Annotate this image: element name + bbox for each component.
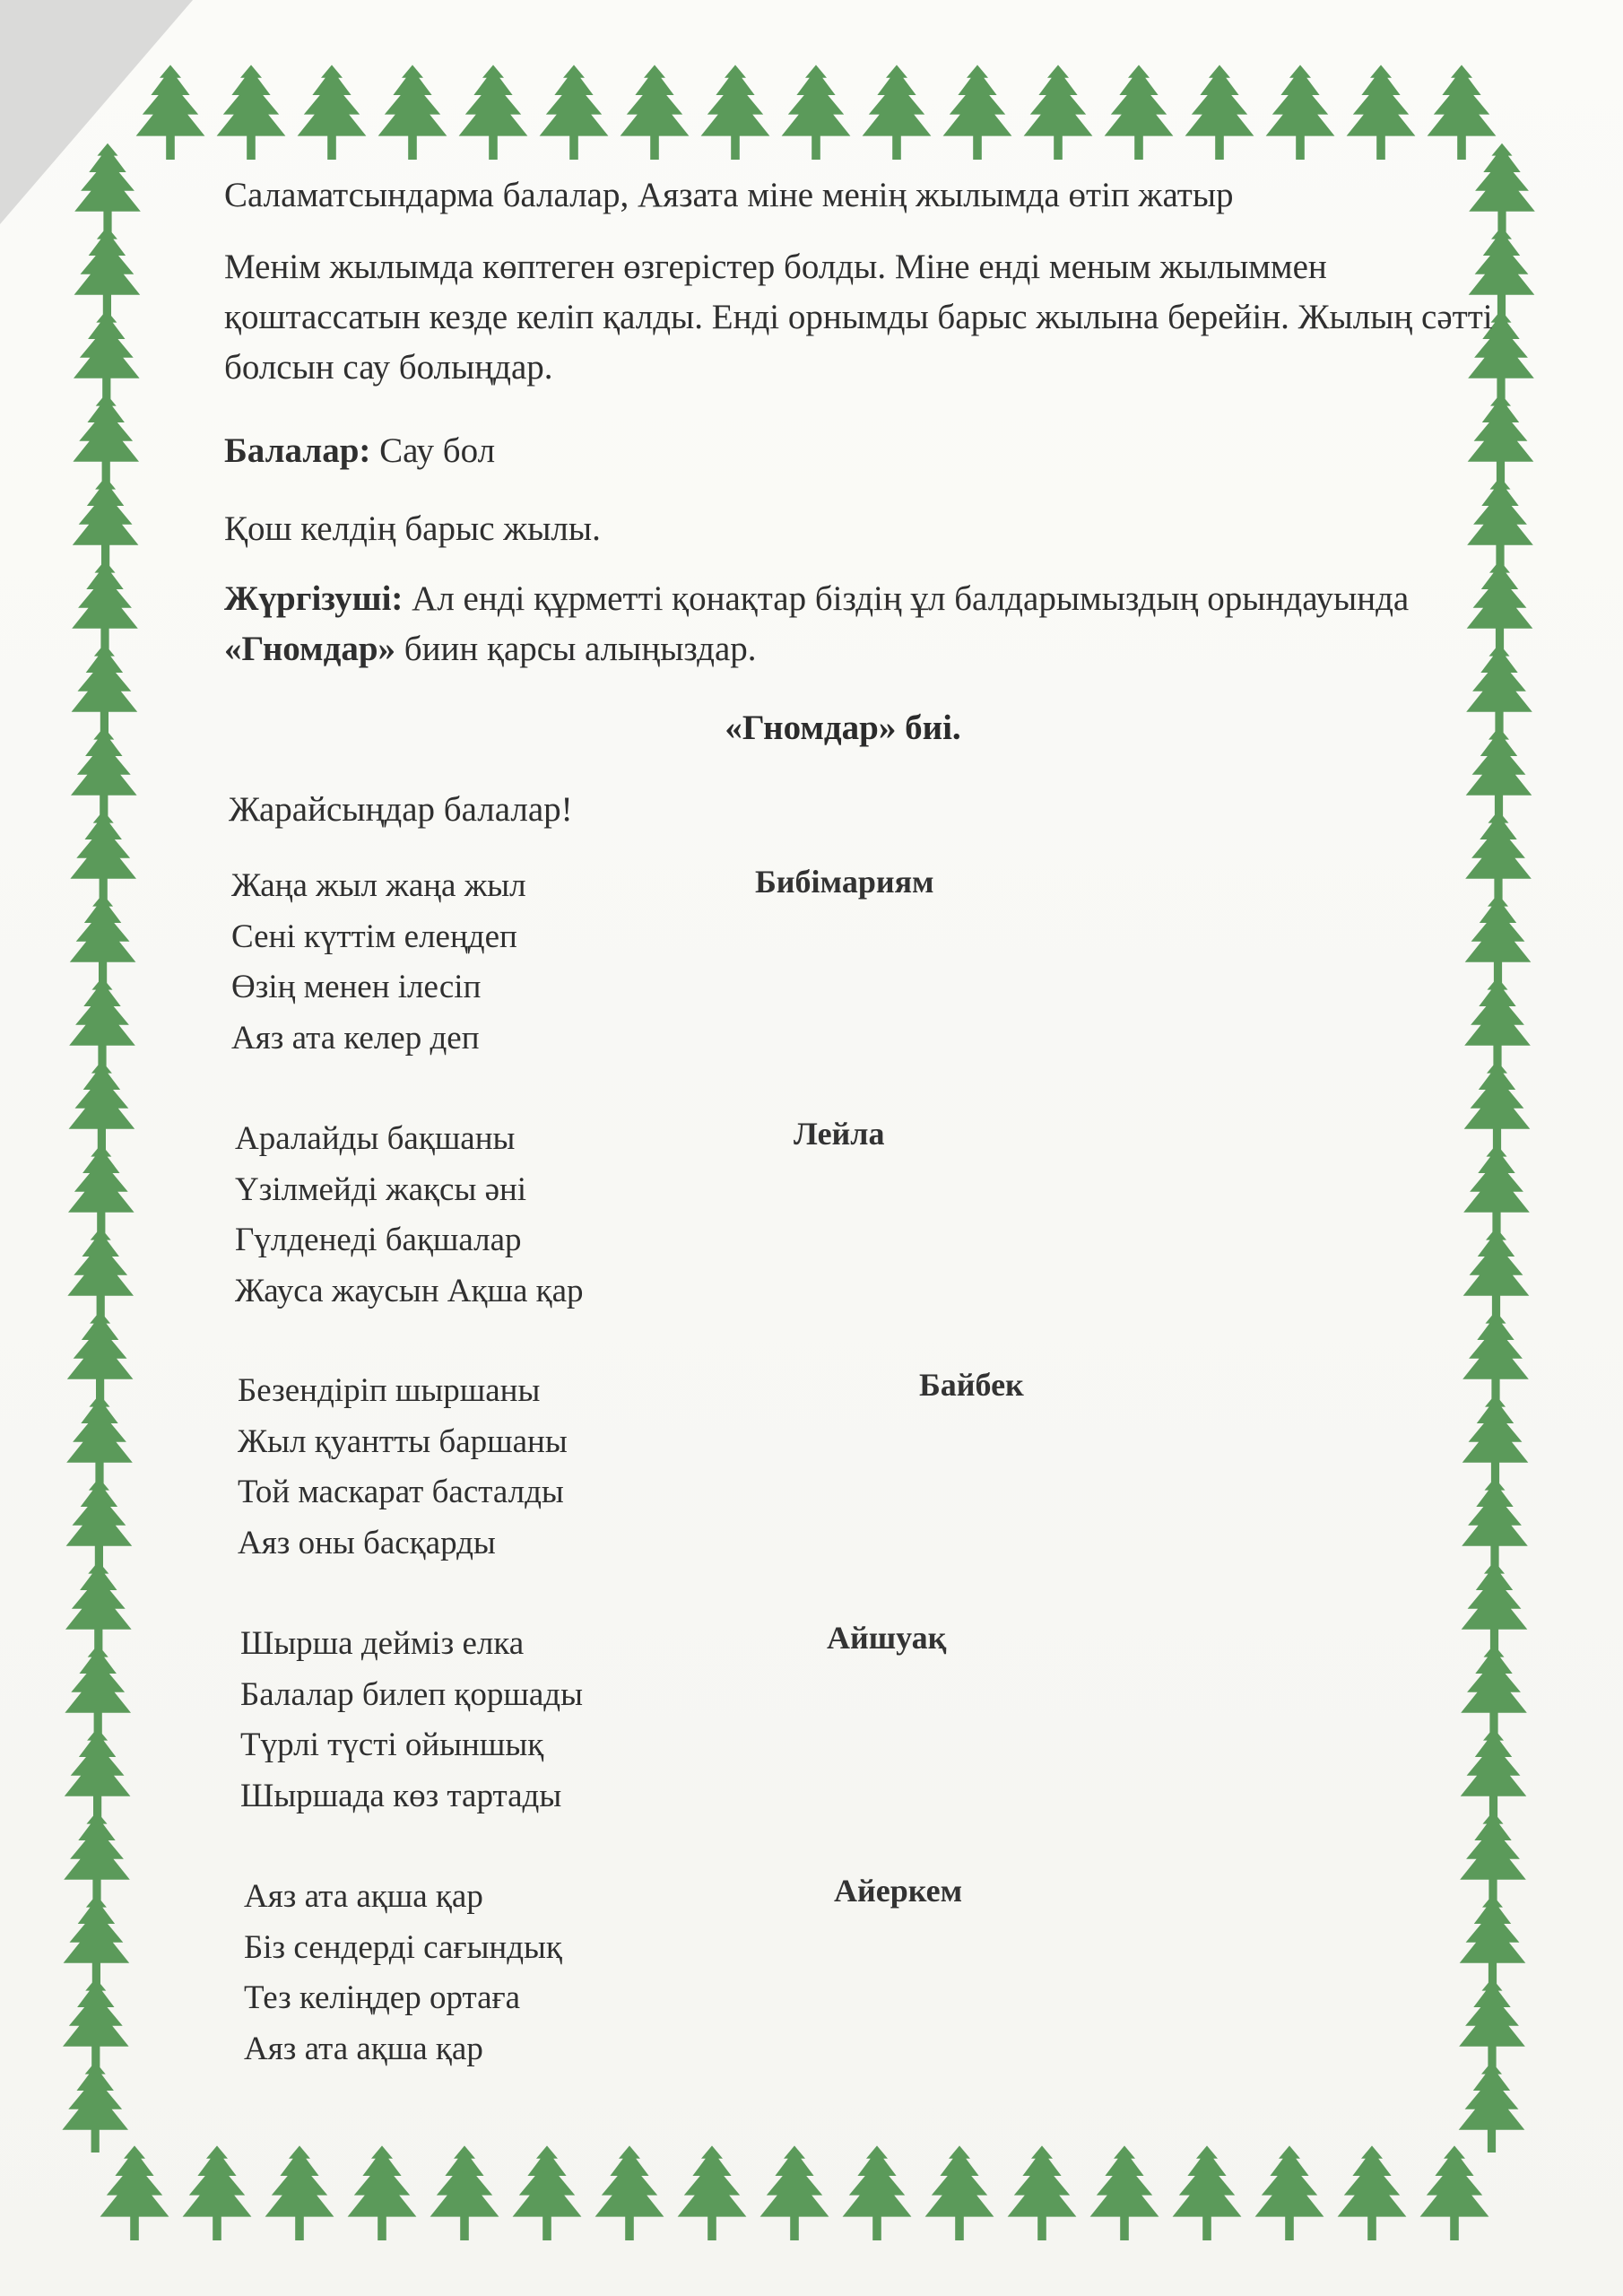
poem-stanza [238,1366,568,1569]
poem-line: Аралайды бақшаны [235,1120,516,1157]
poem-line: Жауса жаусын Ақша қар [235,1272,584,1309]
poem-line: Аяз ата келер деп [231,1019,480,1057]
speaker-children: Балалар: [224,431,371,470]
poem-line: Жаңа жыл жаңа жыл [231,867,526,904]
poem-line: Өзің менен ілесіп [231,969,482,1005]
dance-title: «Гномдар» биі. [725,709,961,747]
host-text-before: Ал енді құрметті қонақтар біздің ұл балдарымыздың орындауында [412,579,1410,618]
poem-line: Сені күттім елеңдеп [231,918,517,955]
poem-line: Аяз ата ақша қар [244,1878,483,1915]
poem-line: Шыршада көз тартады [240,1777,562,1814]
poem-line: Тез келіңдер ортаға [244,1979,521,2016]
poem-line: Үзілмейді жақсы әні [235,1170,527,1208]
author-name: Байбек [919,1367,1024,1403]
poem-stanza [244,1872,562,2074]
poem-line: Безендіріп шыршаны [238,1372,541,1409]
poem-line: Аяз ата ақша қар [244,2030,483,2067]
poem-line: Гүлденеді бақшалар [235,1222,522,1258]
author-name: Бибімариям [755,864,934,900]
children-reply [224,426,495,476]
farewell-paragraph: Менім жылымда көптеген өзгерістер болды. Міне енді меным жылыммен қоштассатын кезде келіп қалды. Енді орнымды барыс жылына берейін. Жылың сәтті болсын сау болыңдар. [224,248,1493,387]
poem-line: Түрлі түсті ойыншық [240,1726,544,1763]
poem-line: Балалар билеп қоршады [240,1675,583,1713]
poem-line: Аяз оны басқарды [238,1524,496,1561]
poem-stanza [235,1114,584,1317]
children-reply-text: Сау бол [379,431,496,470]
author-name: Айеркем [834,1873,963,1909]
host-text-after: биин қарсы алыңыздар. [404,630,757,668]
host-dance-name: «Гномдар» [224,630,396,668]
poem-stanza [240,1619,583,1822]
praise-line: Жарайсыңдар балалар! [229,790,573,829]
poem-line: Той маскарат басталды [238,1474,564,1510]
poem-stanza [231,861,526,1064]
welcome-line: Қош келдің барыс жылы. [224,509,601,548]
host-paragraph [224,574,1497,674]
speaker-host: Жүргізуші: [224,579,404,618]
poem-line: Шырша дейміз елка [240,1625,525,1662]
author-name: Айшуақ [827,1620,947,1656]
poem-line: Жыл қуантты баршаны [238,1422,568,1460]
intro-line: Саламатсындарма балалар, Аязата міне менің жылымда өтіп жатыр [224,176,1234,214]
poem-line: Біз сендерді сағындық [244,1928,562,1966]
author-name: Лейла [794,1116,885,1152]
